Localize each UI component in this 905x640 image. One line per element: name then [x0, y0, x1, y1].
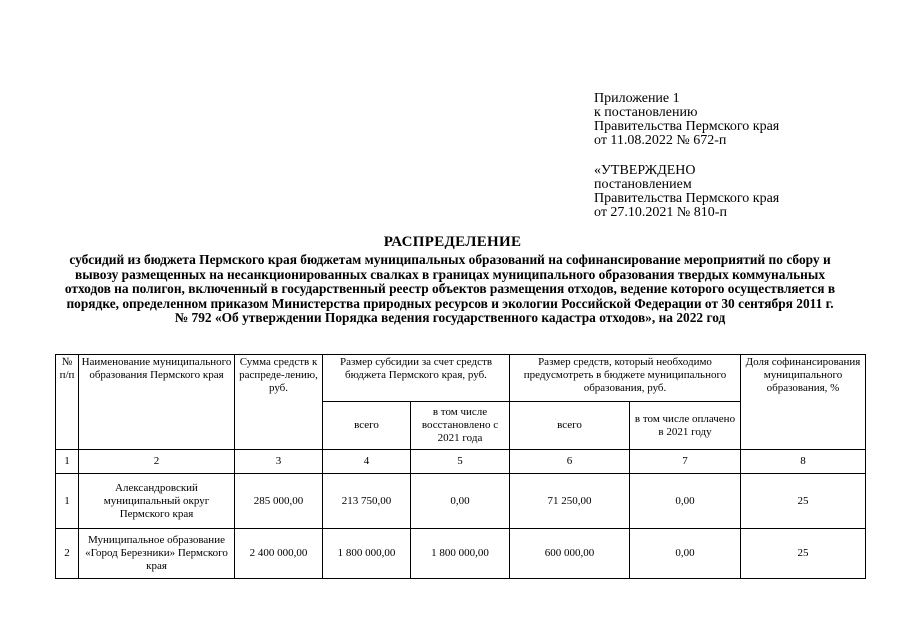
column-numbers-row	[56, 450, 866, 474]
row-subsidy-total: 213 750,00	[323, 474, 411, 529]
row-municipal-paid: 0,00	[630, 529, 741, 579]
column-number: 5	[411, 450, 510, 474]
column-number: 8	[741, 450, 866, 474]
approved-line: «УТВЕРЖДЕНО	[594, 163, 696, 178]
annex-line: от 11.08.2022 № 672-п	[594, 133, 727, 148]
row-subsidy-restored: 0,00	[411, 474, 510, 529]
column-number: 2	[79, 450, 235, 474]
header-municipal-paid: в том числе оплачено в 2021 году	[630, 402, 741, 450]
annex-line: Приложение 1	[594, 91, 680, 106]
header-share: Доля софинансирования муниципального образования, %	[741, 355, 866, 450]
annex-line: Правительства Пермского края	[594, 119, 780, 134]
header-municipal-total: всего	[510, 402, 630, 450]
header-subsidy: Размер субсидии за счет средств бюджета Пермского края, руб.	[323, 355, 510, 402]
row-share: 25	[741, 474, 866, 529]
column-number: 3	[235, 450, 323, 474]
approved-line: от 27.10.2021 № 810-п	[594, 205, 727, 220]
approved-line: постановлением	[594, 177, 692, 192]
row-share: 25	[741, 529, 866, 579]
row-name: Александровский муниципальный округ Пермского края	[79, 474, 235, 529]
column-number: 7	[630, 450, 741, 474]
table-row	[56, 474, 866, 529]
row-municipal-total: 600 000,00	[510, 529, 630, 579]
table-row	[56, 529, 866, 579]
column-number: 1	[56, 450, 79, 474]
row-municipal-paid: 0,00	[630, 474, 741, 529]
row-num: 1	[56, 474, 79, 529]
row-municipal-total: 71 250,00	[510, 474, 630, 529]
header-municipal: Размер средств, который необходимо предусмотреть в бюджете муниципального образования, руб.	[510, 355, 741, 402]
row-subsidy-restored: 1 800 000,00	[411, 529, 510, 579]
header-subsidy-total: всего	[323, 402, 411, 450]
annex-line: к постановлению	[594, 105, 698, 120]
approved-block	[594, 164, 779, 220]
row-num: 2	[56, 529, 79, 579]
document-title: РАСПРЕДЕЛЕНИЕ	[383, 234, 522, 250]
row-name: Муниципальное образование «Город Березники» Пермского края	[79, 529, 235, 579]
header-sum: Сумма средств к распреде-лению, руб.	[235, 355, 323, 450]
annex-block	[594, 92, 779, 148]
row-sum: 2 400 000,00	[235, 529, 323, 579]
row-subsidy-total: 1 800 000,00	[323, 529, 411, 579]
distribution-table	[55, 354, 866, 579]
header-subsidy-restored: в том числе восстановлено с 2021 года	[411, 402, 510, 450]
column-number: 6	[510, 450, 630, 474]
header-name: Наименование муниципального образования Пермского края	[79, 355, 235, 450]
header-num: № п/п	[56, 355, 79, 450]
document-subtitle: субсидий из бюджета Пермского края бюджетам муниципальных образований на софинансирование мероприятий по сбору и вывозу размещенных на несанкционированных свалках в границах муниципального образования твердых коммунальных отходов на полигон, включенный в государственный реестр объектов размещения отходов, ведение которого осуществляется в порядке, определенном приказом Министерства природных ресурсов и экологии Российской Федерации от 30 сентября 2011 г. № 792 «Об утверждении Порядка ведения государственного кадастра отходов», на 2022 год	[64, 252, 836, 326]
row-sum: 285 000,00	[235, 474, 323, 529]
column-number: 4	[323, 450, 411, 474]
approved-line: Правительства Пермского края	[594, 191, 780, 206]
